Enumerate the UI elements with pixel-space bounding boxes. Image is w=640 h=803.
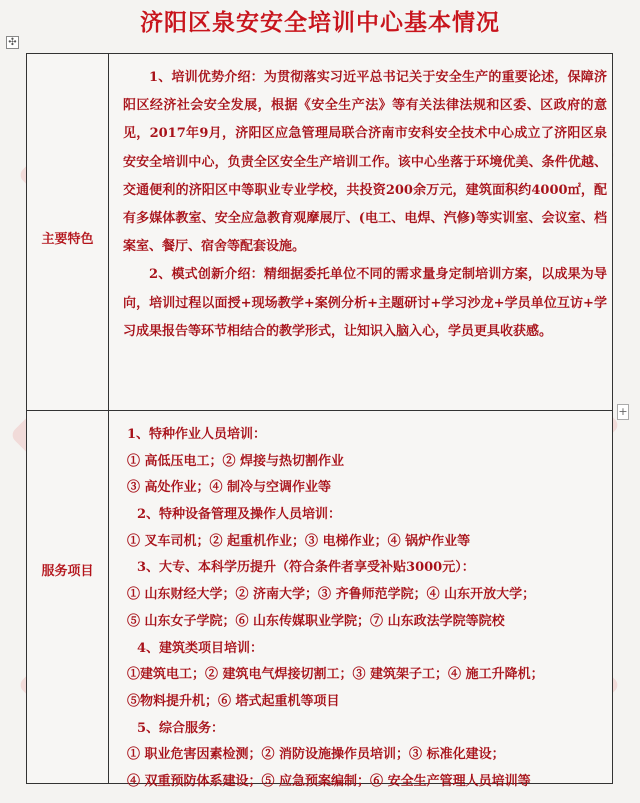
page-title: 济阳区泉安安全培训中心基本情况: [140, 10, 500, 36]
service-item: ① 山东财经大学；② 济南大学；③ 齐鲁师范学院；④ 山东开放大学；: [127, 587, 536, 603]
service-item: ⑤物料提升机；⑥ 塔式起重机等项目: [127, 693, 340, 709]
service-heading: 4、建筑类项目培训：: [137, 640, 264, 656]
row-divider: [27, 410, 612, 411]
services-content: [127, 422, 607, 796]
service-heading: 3、大专、本科学历提升（符合条件者享受补贴3000元）：: [137, 560, 475, 576]
service-item: ④ 双重预防体系建设；⑤ 应急预案编制；⑥ 安全生产管理人员培训等: [127, 773, 531, 789]
features-paragraph-1: 1、培训优势介绍：为贯彻落实习近平总书记关于安全生产的重要论述，保障济阳区经济社会安全发展，根据《安全生产法》等有关法律法规和区委、区政府的意见，2017年9月，济阳区应急管理局联合济南市安科安全技术中心成立了济阳区泉安安全培训中心，负责全区安全生产培训工作。该中心坐落于环境优美、条件优越、交通便利的济阳区中等职业专业学校，共投资200余万元，建筑面积约4000㎡，配有多媒体教室、安全应急教育观摩展厅、(电工、电焊、汽修)等实训室、会议室、档案室、餐厅、宿舍等配套设施。: [123, 70, 607, 255]
service-heading: 5、综合服务：: [137, 720, 225, 736]
service-item: ③ 高处作业；④ 制冷与空调作业等: [127, 480, 332, 496]
service-item: ① 叉车司机；② 起重机作业；③ 电梯作业；④ 锅炉作业等: [127, 533, 471, 549]
service-heading: 2、特种设备管理及操作人员培训：: [137, 507, 342, 523]
column-divider: [108, 54, 109, 783]
service-item: ①建筑电工；② 建筑电气焊接切割工；③ 建筑架子工；④ 施工升降机；: [127, 667, 544, 683]
info-table: [26, 53, 613, 789]
features-paragraph-2: 2、模式创新介绍：精细据委托单位不同的需求量身定制培训方案，以成果为导向，培训过程以面授+现场教学+案例分析+主题研讨+学习沙龙+学员单位互访+学习成果报告等环节相结合的教学形式，让知识入脑入心，学员更具收获感。: [123, 267, 607, 339]
features-content: [123, 64, 607, 346]
service-item: ① 高低压电工；② 焊接与热切割作业: [127, 453, 345, 469]
table-move-handle-icon[interactable]: ✣: [6, 36, 19, 49]
service-heading: 1、特种作业人员培训：: [127, 427, 267, 442]
add-column-plus-icon[interactable]: +: [618, 405, 628, 418]
features-label: 主要特色: [41, 232, 94, 247]
service-item: ① 职业危害因素检测；② 消防设施操作员培训；③ 标准化建设；: [127, 747, 505, 763]
services-label: 服务项目: [41, 564, 94, 579]
service-item: ⑤ 山东女子学院；⑥ 山东传媒职业学院；⑦ 山东政法学院等院校: [127, 613, 505, 629]
